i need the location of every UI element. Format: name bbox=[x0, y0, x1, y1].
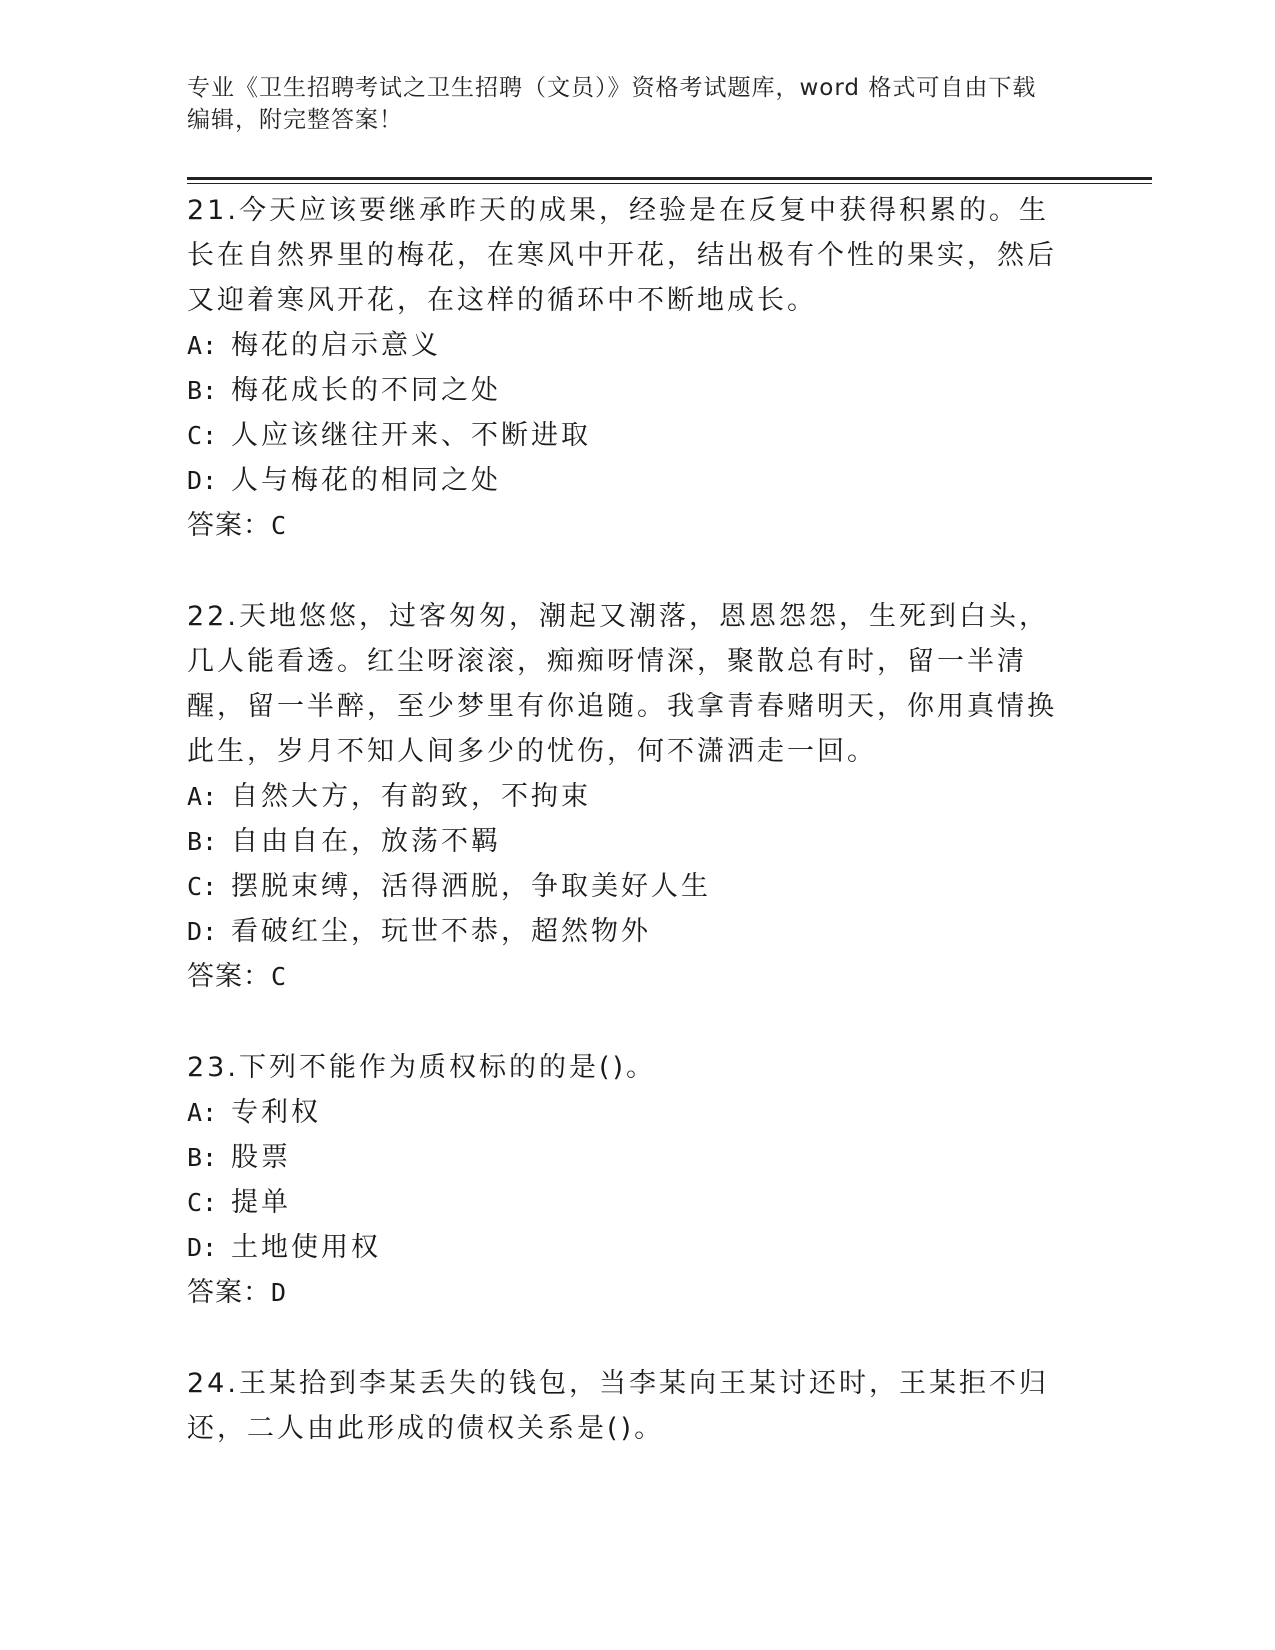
option-a bbox=[187, 323, 1077, 368]
option-b bbox=[187, 368, 1077, 413]
option-text: 摆脱束缚，活得洒脱，争取美好人生 bbox=[231, 871, 711, 902]
question-24 bbox=[187, 1361, 1077, 1451]
question-22 bbox=[187, 594, 1077, 999]
option-text: 梅花成长的不同之处 bbox=[231, 375, 501, 406]
question-23 bbox=[187, 1045, 1077, 1315]
option-text: 梅花的启示意义 bbox=[231, 330, 441, 361]
option-d bbox=[187, 458, 1077, 503]
answer-value: C bbox=[271, 962, 288, 991]
option-letter: B: bbox=[187, 827, 218, 856]
answer-line bbox=[187, 1270, 1077, 1315]
question-list bbox=[187, 188, 1077, 1497]
option-letter: C: bbox=[187, 421, 218, 450]
answer-label: 答案： bbox=[187, 1277, 271, 1308]
answer-label: 答案： bbox=[187, 961, 271, 992]
option-d bbox=[187, 1225, 1077, 1270]
option-text: 提单 bbox=[231, 1187, 291, 1218]
answer-value: D bbox=[271, 1278, 288, 1307]
option-text: 自由自在，放荡不羁 bbox=[231, 826, 501, 857]
option-letter: B: bbox=[187, 1143, 218, 1172]
option-letter: C: bbox=[187, 872, 218, 901]
answer-label: 答案： bbox=[187, 510, 271, 541]
option-letter: A: bbox=[187, 782, 218, 811]
option-letter: D: bbox=[187, 917, 218, 946]
option-text: 土地使用权 bbox=[231, 1232, 381, 1263]
question-stem: 22.天地悠悠，过客匆匆，潮起又潮落，恩恩怨怨，生死到白头，几人能看透。红尘呀滚滚，痴痴呀情深，聚散总有时，留一半清醒，留一半醉，至少梦里有你追随。我拿青春赌明天，你用真情换此生，岁月不知人间多少的忧伤，何不潇洒走一回。 bbox=[187, 601, 1057, 767]
option-a bbox=[187, 1090, 1077, 1135]
option-text: 专利权 bbox=[231, 1097, 321, 1128]
question-stem: 23.下列不能作为质权标的的是()。 bbox=[187, 1052, 657, 1083]
option-b bbox=[187, 819, 1077, 864]
option-a bbox=[187, 774, 1077, 819]
option-letter: B: bbox=[187, 376, 218, 405]
option-letter: C: bbox=[187, 1188, 218, 1217]
option-text: 看破红尘，玩世不恭，超然物外 bbox=[231, 916, 651, 947]
question-stem: 24.王某拾到李某丢失的钱包，当李某向王某讨还时，王某拒不归还，二人由此形成的债权关系是()。 bbox=[187, 1368, 1049, 1444]
document-header bbox=[187, 72, 1067, 136]
option-letter: D: bbox=[187, 1233, 218, 1262]
question-stem: 21.今天应该要继承昨天的成果，经验是在反复中获得积累的。生长在自然界里的梅花，在寒风中开花，结出极有个性的果实，然后又迎着寒风开花，在这样的循环中不断地成长。 bbox=[187, 195, 1057, 316]
option-c bbox=[187, 864, 1077, 909]
option-b bbox=[187, 1135, 1077, 1180]
option-letter: A: bbox=[187, 1098, 218, 1127]
header-divider-thin bbox=[187, 183, 1152, 184]
option-text: 人应该继往开来、不断进取 bbox=[231, 420, 591, 451]
option-letter: D: bbox=[187, 466, 218, 495]
option-letter: A: bbox=[187, 331, 218, 360]
header-divider-thick bbox=[187, 177, 1152, 180]
header-line-1: 专业《卫生招聘考试之卫生招聘（文员）》资格考试题库，word 格式可自由下载 bbox=[187, 75, 1037, 101]
option-text: 自然大方，有韵致，不拘束 bbox=[231, 781, 591, 812]
answer-line bbox=[187, 503, 1077, 548]
option-text: 人与梅花的相同之处 bbox=[231, 465, 501, 496]
answer-value: C bbox=[271, 511, 288, 540]
option-c bbox=[187, 1180, 1077, 1225]
option-text: 股票 bbox=[231, 1142, 291, 1173]
option-c bbox=[187, 413, 1077, 458]
header-line-2: 编辑，附完整答案！ bbox=[187, 107, 403, 133]
option-d bbox=[187, 909, 1077, 954]
question-21 bbox=[187, 188, 1077, 548]
answer-line bbox=[187, 954, 1077, 999]
